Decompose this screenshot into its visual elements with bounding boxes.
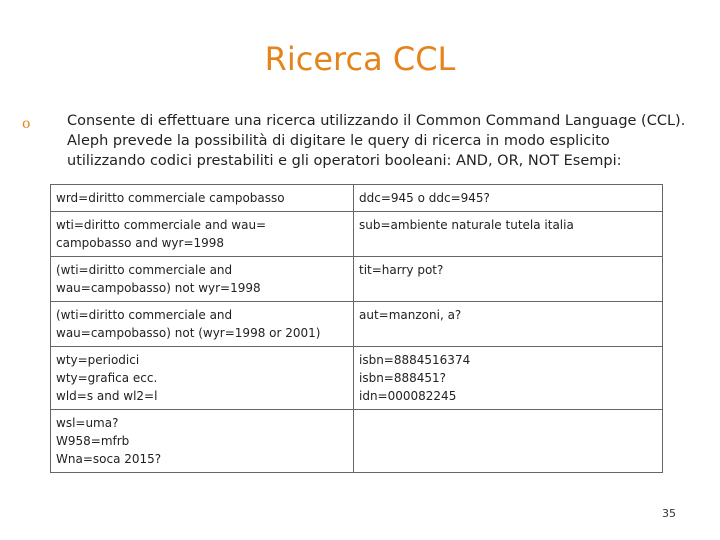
intro-line: Consente di effettuare una ricerca utilizzando il Common Command Language (CCL).	[67, 113, 686, 129]
query-text: wty=periodici	[56, 353, 140, 367]
table-row	[51, 302, 663, 347]
slide-title: Ricerca CCL	[264, 40, 456, 78]
table-cell-right	[354, 347, 663, 410]
table-cell-left	[51, 185, 354, 212]
query-text: ddc=945 o ddc=945?	[359, 191, 490, 205]
query-text: wld=s and wl2=l	[56, 389, 158, 403]
query-text: wrd=diritto commerciale campobasso	[56, 191, 285, 205]
table-cell-right	[354, 410, 663, 473]
query-text: (wti=diritto commerciale and	[56, 308, 233, 322]
query-text: aut=manzoni, a?	[359, 308, 462, 322]
table-cell-left	[51, 212, 354, 257]
bullet-marker: o	[22, 116, 31, 132]
table-row	[51, 410, 663, 473]
query-text: wsl=uma?	[56, 416, 119, 430]
intro-line: Aleph prevede la possibilità di digitare le query di ricerca in modo esplicito	[67, 133, 610, 149]
query-text: sub=ambiente naturale tutela italia	[359, 218, 574, 232]
table-row	[51, 257, 663, 302]
table-row	[51, 185, 663, 212]
query-text: isbn=8884516374	[359, 353, 471, 367]
table-cell-left	[51, 410, 354, 473]
query-text: wti=diritto commerciale and wau=	[56, 218, 267, 232]
table-cell-right	[354, 302, 663, 347]
page-number: 35	[662, 507, 676, 520]
query-text: isbn=888451?	[359, 371, 447, 385]
table-cell-left	[51, 302, 354, 347]
table-cell-left	[51, 347, 354, 410]
intro-paragraph	[67, 111, 707, 171]
query-text: W958=mfrb	[56, 434, 130, 448]
query-text: (wti=diritto commerciale and	[56, 263, 233, 277]
table-row	[51, 212, 663, 257]
query-text: wau=campobasso) not (wyr=1998 or 2001)	[56, 326, 321, 340]
query-text: campobasso and wyr=1998	[56, 236, 225, 250]
intro-line: utilizzando codici prestabiliti e gli operatori booleani: AND, OR, NOT Esempi:	[67, 153, 622, 169]
table-cell-right	[354, 185, 663, 212]
table-cell-right	[354, 257, 663, 302]
query-text: wty=grafica ecc.	[56, 371, 158, 385]
table-cell-right	[354, 212, 663, 257]
table-cell-left	[51, 257, 354, 302]
query-text: idn=000082245	[359, 389, 457, 403]
examples-table	[50, 184, 663, 473]
query-text: Wna=soca 2015?	[56, 452, 162, 466]
query-text: tit=harry pot?	[359, 263, 444, 277]
query-text: wau=campobasso) not wyr=1998	[56, 281, 261, 295]
table-row	[51, 347, 663, 410]
